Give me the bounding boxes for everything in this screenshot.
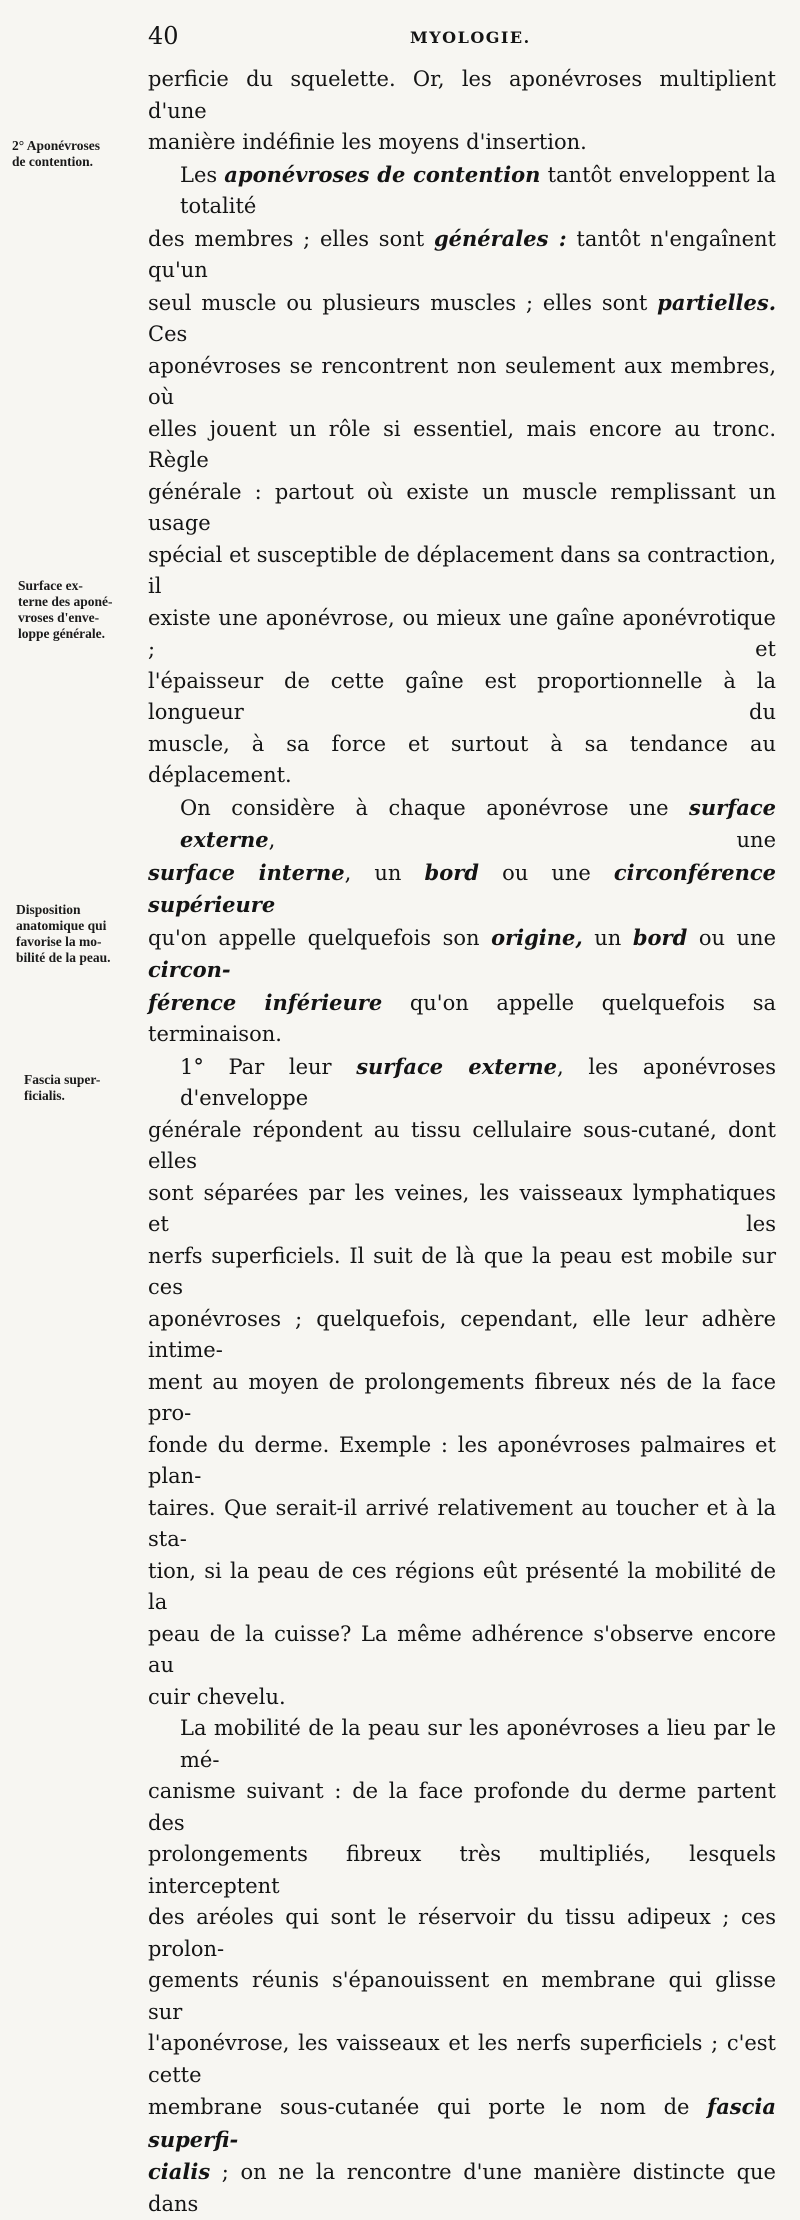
- text-line: taires. Que serait-il arrivé relativement au toucher et à la sta-: [148, 1495, 776, 1551]
- text-run: Les: [180, 162, 225, 187]
- margin-note-line: favorise la mo-: [16, 934, 102, 949]
- text-line: [148, 1051, 776, 1115]
- italic-term: générales :: [433, 225, 567, 251]
- text-line: générale répondent au tissu cellulaire sous-cutané, dont elles: [148, 1117, 776, 1173]
- text-line: aponévroses se rencontrent non seulement aux membres, où: [148, 353, 776, 409]
- text-run: ; on ne la rencontre d'une manière distincte que dans: [148, 2160, 776, 2216]
- text-line: ment au moyen de prolongements fibreux nés de la face pro-: [148, 1369, 776, 1425]
- text-run: Ces: [148, 322, 188, 346]
- text-line: sont séparées par les veines, les vaisseaux lymphatiques et les: [148, 1180, 776, 1236]
- text-line: l'aponévrose, les vaisseaux et les nerfs superficiels ; c'est cette: [148, 2031, 776, 2087]
- italic-term: partielles.: [657, 289, 776, 315]
- text-run: ou une: [687, 925, 776, 950]
- text-line: prolongements fibreux très multipliés, lesquels interceptent: [148, 1842, 776, 1898]
- margin-note-line: de contention.: [12, 154, 93, 169]
- text-line: générale : partout où existe un muscle remplissant un usage: [148, 479, 776, 535]
- text-line: existe une aponévrose, ou mieux une gaîne aponévrotique ; et: [148, 605, 776, 661]
- italic-term: circon-: [148, 957, 231, 982]
- text-run: , les aponévroses d'enveloppe: [180, 1054, 776, 1110]
- text-line: fonde du derme. Exemple : les aponévroses palmaires et plan-: [148, 1432, 776, 1488]
- margin-note-line: Surface ex-: [18, 578, 83, 593]
- margin-note-line: loppe générale.: [18, 626, 105, 641]
- italic-term: bord: [424, 859, 479, 885]
- text-line: [148, 792, 776, 857]
- text-run: qu'on appelle quelquefois son: [148, 925, 492, 950]
- italic-term: surface externe: [356, 1053, 558, 1079]
- margin-note-contention: [12, 138, 164, 170]
- text-line: [148, 159, 776, 223]
- italic-term: bord: [632, 924, 688, 950]
- text-line: nerfs superficiels. Il suit de là que la peau est mobile sur ces: [148, 1243, 776, 1299]
- text-line: [148, 2156, 776, 2220]
- margin-note-line: 2° Aponévroses: [12, 138, 101, 153]
- italic-term: origine,: [491, 924, 583, 950]
- margin-note-line: ficialis.: [24, 1088, 65, 1103]
- text-run: , un: [344, 860, 425, 885]
- text-line: elles jouent un rôle si essentiel, mais encore au tronc. Règle: [148, 416, 776, 472]
- margin-note-disposition: [16, 902, 168, 966]
- text-run: qu'on appelle quelquefois sa terminaison.: [148, 990, 776, 1046]
- text-run: ou une: [479, 860, 614, 885]
- text-run: seul muscle ou plusieurs muscles ; elles sont: [148, 290, 658, 315]
- text-line: La mobilité de la peau sur les aponévroses a lieu par le mé-: [180, 1716, 776, 1772]
- text-run: 1° Par leur: [180, 1054, 357, 1079]
- running-title: MYOLOGIE.: [410, 28, 531, 47]
- text-run: un: [582, 925, 633, 950]
- text-line: [148, 922, 776, 987]
- margin-note-line: anatomique qui: [16, 918, 107, 933]
- body-text: [148, 64, 776, 2220]
- text-line: des aréoles qui sont le réservoir du tissu adipeux ; ces prolon-: [148, 1905, 776, 1961]
- text-run: tantôt n'engaînent qu'un: [148, 226, 776, 282]
- text-line: canisme suivant : de la face profonde du derme partent des: [148, 1779, 776, 1835]
- text-run: , une: [268, 828, 776, 852]
- margin-note-line: terne des aponé-: [18, 594, 113, 609]
- text-line: cuir chevelu.: [148, 1684, 286, 1709]
- text-run: membrane sous-cutanée qui porte le nom de: [148, 2095, 708, 2119]
- margin-note-line: bilité de la peau.: [16, 950, 111, 965]
- text-line: [148, 287, 776, 351]
- text-line: gements réunis s'épanouissent en membrane qui glisse sur: [148, 1968, 776, 2024]
- italic-term: surface interne: [148, 859, 345, 885]
- text-line: l'épaisseur de cette gaîne est proportionnelle à la longueur du: [148, 668, 776, 724]
- text-line: peau de la cuisse? La même adhérence s'observe encore au: [148, 1621, 776, 1677]
- text-line: [148, 987, 776, 1051]
- text-line: spécial et susceptible de déplacement dans sa contraction, il: [148, 542, 776, 598]
- italic-term: aponévroses de contention: [224, 161, 541, 187]
- text-line: muscle, à sa force et surtout à sa tendance au déplacement.: [148, 731, 776, 787]
- italic-term: fascia superfi-: [148, 2094, 776, 2152]
- text-line: perficie du squelette. Or, les aponévroses multiplient d'une: [148, 67, 776, 123]
- text-line: [148, 2091, 776, 2156]
- margin-note-line: vroses d'enve-: [18, 610, 100, 625]
- text-line: manière indéfinie les moyens d'insertion.: [148, 130, 587, 154]
- page-header: [148, 22, 788, 56]
- italic-term: cialis: [148, 2159, 211, 2184]
- text-run: tantôt enveloppent la totalité: [180, 162, 776, 218]
- text-run: On considère à chaque aponévrose une: [180, 795, 690, 820]
- text-line: tion, si la peau de ces régions eût présenté la mobilité de la: [148, 1558, 776, 1614]
- italic-term: férence inférieure: [148, 989, 383, 1015]
- margin-note-line: Disposition: [16, 902, 81, 917]
- text-line: [148, 223, 776, 287]
- margin-note-line: Fascia super-: [24, 1072, 101, 1087]
- page-number: 40: [148, 22, 179, 50]
- text-line: aponévroses ; quelquefois, cependant, elle leur adhère intime-: [148, 1306, 776, 1362]
- text-line: [148, 857, 776, 922]
- italic-term: surface externe: [180, 794, 776, 852]
- text-run: des membres ; elles sont: [148, 226, 434, 251]
- italic-term: circonférence supérieure: [148, 859, 776, 917]
